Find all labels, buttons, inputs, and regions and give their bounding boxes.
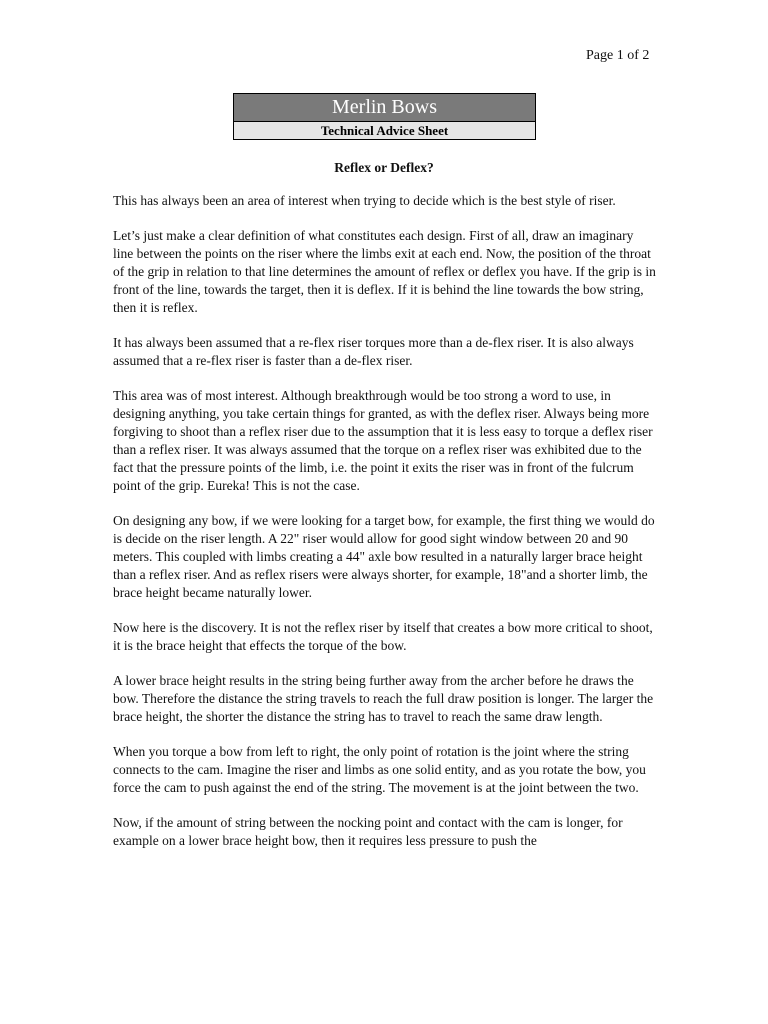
sheet-subtitle: Technical Advice Sheet <box>234 122 535 139</box>
paragraph: On designing any bow, if we were looking for a target bow, for example, the first thing we would do is decide on the riser length. A 22" riser would allow for good sight window between 20 and 90 meters. This coupled with limbs creating a 44" axle bow resulted in a naturally larger brace height than a reflex riser. And as reflex risers were always shorter, for example, 18"and a shorter limb, the brace height became naturally lower. <box>113 513 655 600</box>
paragraph: When you torque a bow from left to right, the only point of rotation is the joint where the string connects to the cam. Imagine the riser and limbs as one solid entity, and as you rotate the bow, you force the cam to push against the end of the string. The movement is at the joint between the two. <box>113 744 646 795</box>
paragraph: It has always been assumed that a re-flex riser torques more than a de-flex riser. It is also always assumed that a re-flex riser is faster than a de-flex riser. <box>113 335 634 368</box>
company-title: Merlin Bows <box>234 94 535 122</box>
document-header <box>233 93 536 140</box>
paragraph: Now, if the amount of string between the nocking point and contact with the cam is longer, for example on a lower brace height bow, then it requires less pressure to push the <box>113 815 623 848</box>
paragraph: This has always been an area of interest when trying to decide which is the best style of riser. <box>113 193 616 208</box>
page-number: Page 1 of 2 <box>586 48 650 63</box>
paragraph: Let’s just make a clear definition of what constitutes each design. First of all, draw an imaginary line between the points on the riser where the limbs exit at each end. Now, the position of the throat of the grip in relation to that line determines the amount of reflex or deflex you have. If the grip is in front of the line, towards the target, then it is deflex. If it is behind the line towards the bow string, then it is reflex. <box>113 228 656 315</box>
paragraph: Now here is the discovery. It is not the reflex riser by itself that creates a bow more critical to shoot, it is the brace height that effects the torque of the bow. <box>113 620 653 653</box>
document-body <box>113 192 656 867</box>
paragraph: This area was of most interest. Although breakthrough would be too strong a word to use, in designing anything, you take certain things for granted, as with the deflex riser. Always being more forgiving to shoot than a reflex riser due to the assumption that it is less easy to torque a deflex riser than a reflex riser. It was always assumed that the torque on a reflex riser was exhibited due to the fact that the pressure points of the limb, i.e. the point it exits the riser was in front of the fulcrum point of the grip. Eureka! This is not the case. <box>113 388 653 493</box>
document-heading: Reflex or Deflex? <box>334 160 434 175</box>
paragraph: A lower brace height results in the string being further away from the archer before he draws the bow. Therefore the distance the string travels to reach the full draw position is longer. The larger the brace height, the shorter the distance the string has to travel to reach the same draw length. <box>113 673 654 724</box>
